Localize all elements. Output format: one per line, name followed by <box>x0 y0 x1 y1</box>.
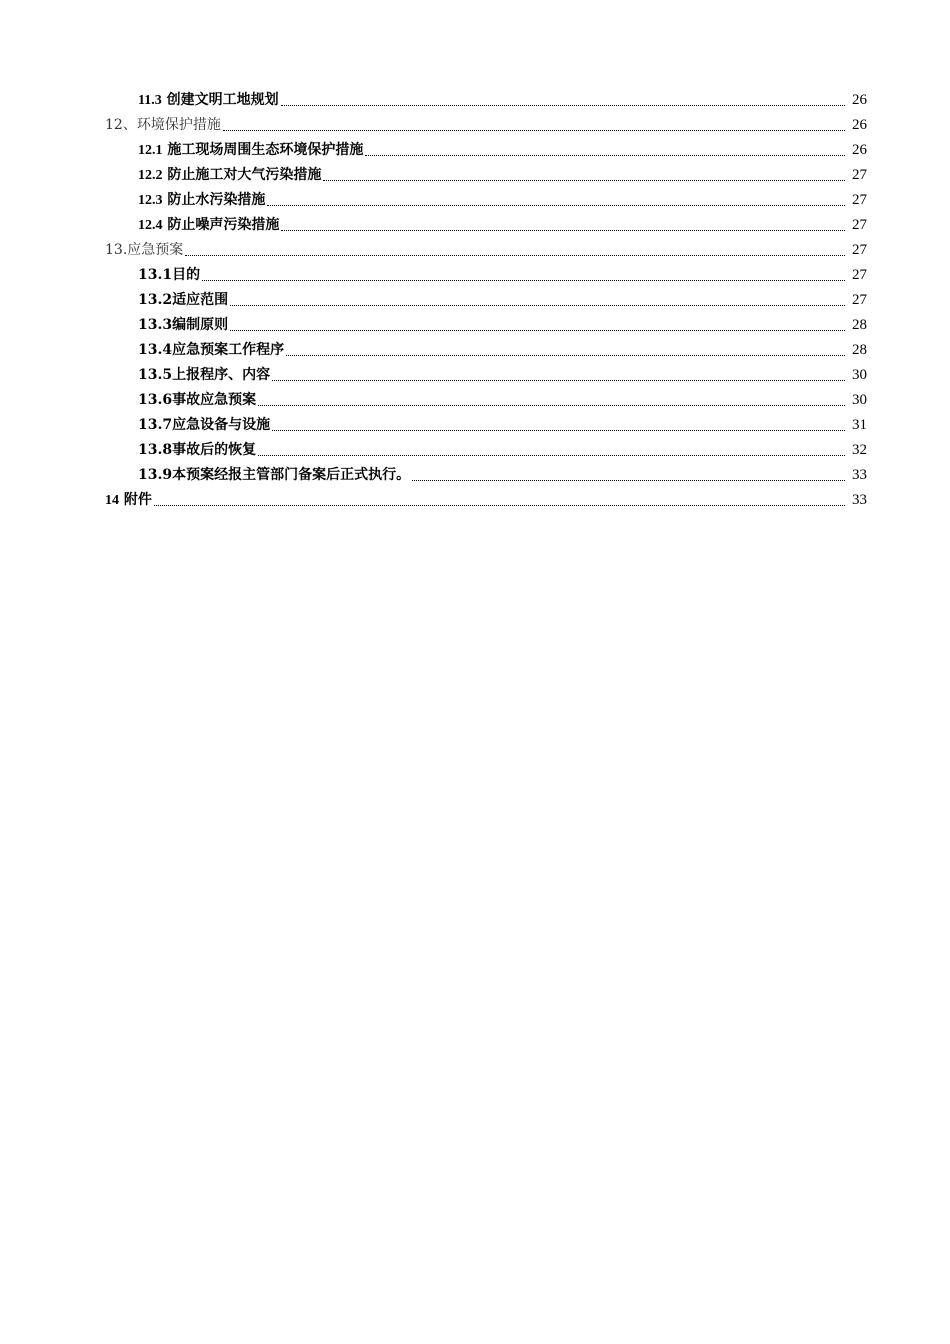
toc-entry-number: 11.3 <box>138 93 162 108</box>
toc-entry-title: 13.1目的 <box>138 267 201 283</box>
toc-entry-label <box>105 238 183 263</box>
toc-entry-title: 附件 <box>123 492 152 508</box>
dot-leader <box>267 204 845 206</box>
toc-entry-title: 防止噪声污染措施 <box>167 217 280 233</box>
toc-entry-label <box>138 463 410 488</box>
toc-entry-12-3[interactable] <box>0 188 950 213</box>
toc-entry-title: 13.3编制原则 <box>138 317 229 333</box>
toc-page-number: 26 <box>852 142 867 158</box>
dot-leader <box>365 154 845 156</box>
dot-leader <box>185 254 845 256</box>
toc-entry-title: 13.9本预案经报主管部门备案后正式执行。 <box>138 467 411 483</box>
dot-leader <box>281 229 845 231</box>
toc-entry-number: 12.1 <box>138 143 163 158</box>
toc-entry-13-5[interactable] <box>0 363 950 388</box>
toc-entry-title: 12、环境保护措施 <box>105 117 221 133</box>
toc-entry-label <box>138 263 200 288</box>
toc-entry-12-1[interactable] <box>0 138 950 163</box>
dot-leader <box>258 404 845 406</box>
dot-leader <box>323 179 845 181</box>
toc-entry-title: 创建文明工地规划 <box>166 92 279 108</box>
toc-entry-label <box>138 188 265 213</box>
toc-entry-number: 12.3 <box>138 193 163 208</box>
toc-page-number: 27 <box>852 217 867 233</box>
toc-page-number: 27 <box>852 242 867 258</box>
dot-leader <box>154 504 845 506</box>
toc-entry-label <box>138 313 228 338</box>
toc-entry-label <box>138 88 279 113</box>
toc-page-number: 30 <box>852 392 867 408</box>
dot-leader <box>230 304 845 306</box>
toc-entry-12-4[interactable] <box>0 213 950 238</box>
dot-leader <box>412 479 845 481</box>
toc-entry-label <box>138 363 270 388</box>
toc-page-number: 27 <box>852 167 867 183</box>
toc-entry-number: 12.2 <box>138 168 163 183</box>
toc-entry-11-3[interactable] <box>0 88 950 113</box>
toc-entry-label <box>105 113 221 138</box>
toc-page-number: 26 <box>852 92 867 108</box>
dot-leader <box>230 329 845 331</box>
toc-entry-14[interactable] <box>0 488 950 513</box>
toc-entry-label <box>138 338 284 363</box>
toc-entry-13-3[interactable] <box>0 313 950 338</box>
toc-entry-title: 13.2适应范围 <box>138 292 229 308</box>
toc-entry-title: 13.4应急预案工作程序 <box>138 342 285 358</box>
toc-page-number: 28 <box>852 342 867 358</box>
toc-page-number: 33 <box>852 492 867 508</box>
toc-page-number: 32 <box>852 442 867 458</box>
toc-entry-label <box>138 163 321 188</box>
toc-entry-title: 13.8事故后的恢复 <box>138 442 257 458</box>
table-of-contents <box>0 88 950 513</box>
toc-entry-number: 12.4 <box>138 218 163 233</box>
toc-entry-label <box>138 388 256 413</box>
toc-entry-13-9[interactable] <box>0 463 950 488</box>
toc-page-number: 27 <box>852 192 867 208</box>
dot-leader <box>202 279 845 281</box>
toc-entry-13-8[interactable] <box>0 438 950 463</box>
toc-entry-13-1[interactable] <box>0 263 950 288</box>
dot-leader <box>286 354 845 356</box>
toc-entry-title: 13.应急预案 <box>105 242 184 258</box>
toc-entry-label <box>138 413 270 438</box>
toc-entry-label <box>138 138 363 163</box>
toc-entry-13-7[interactable] <box>0 413 950 438</box>
toc-page-number: 26 <box>852 117 867 133</box>
dot-leader <box>223 129 845 131</box>
toc-entry-title: 施工现场周围生态环境保护措施 <box>167 142 364 158</box>
dot-leader <box>272 379 845 381</box>
toc-entry-title: 13.6事故应急预案 <box>138 392 257 408</box>
toc-page-number: 28 <box>852 317 867 333</box>
toc-entry-12-2[interactable] <box>0 163 950 188</box>
toc-entry-13[interactable] <box>0 238 950 263</box>
toc-entry-label <box>105 488 152 513</box>
toc-entry-label <box>138 438 256 463</box>
toc-page-number: 30 <box>852 367 867 383</box>
dot-leader <box>272 429 845 431</box>
toc-page-number: 33 <box>852 467 867 483</box>
toc-entry-13-6[interactable] <box>0 388 950 413</box>
toc-entry-title: 防止水污染措施 <box>167 192 266 208</box>
dot-leader <box>258 454 845 456</box>
toc-entry-label <box>138 288 228 313</box>
toc-entry-title: 13.5上报程序、内容 <box>138 367 271 383</box>
toc-entry-title: 13.7应急设备与设施 <box>138 417 271 433</box>
toc-entry-number: 14 <box>105 493 119 508</box>
toc-entry-13-2[interactable] <box>0 288 950 313</box>
toc-entry-label <box>138 213 279 238</box>
toc-page-number: 27 <box>852 267 867 283</box>
dot-leader <box>281 104 845 106</box>
toc-page-number: 27 <box>852 292 867 308</box>
toc-page-number: 31 <box>852 417 867 433</box>
toc-entry-title: 防止施工对大气污染措施 <box>167 167 322 183</box>
toc-entry-12[interactable] <box>0 113 950 138</box>
toc-entry-13-4[interactable] <box>0 338 950 363</box>
